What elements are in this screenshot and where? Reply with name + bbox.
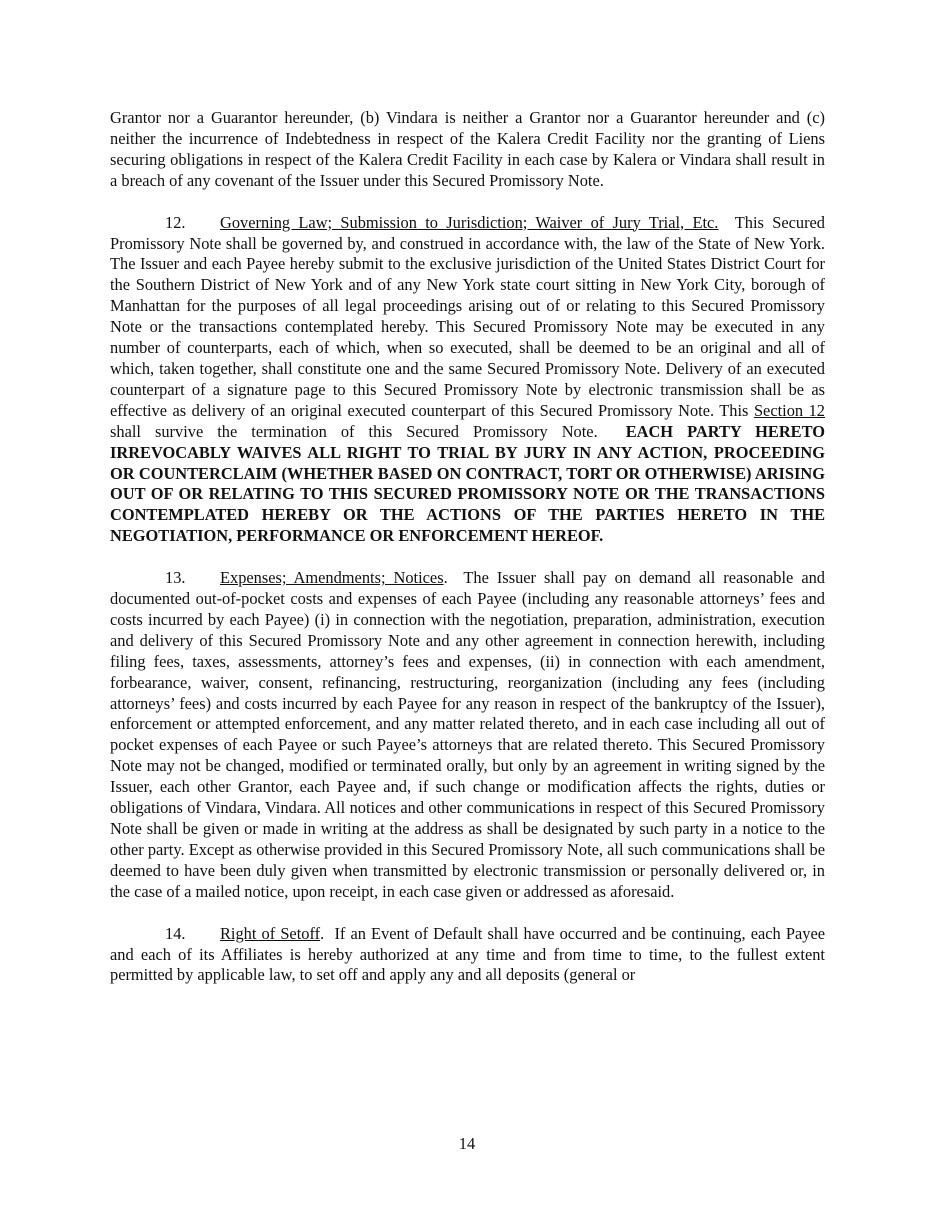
document-page	[110, 108, 825, 986]
continuation-text: Grantor nor a Guarantor hereunder, (b) Vindara is neither a Grantor nor a Guarantor hereunder and (c) neither the incurrence of Indebtedness in respect of the Kalera Credit Facility nor the granting of Liens securing obligations in respect of the Kalera Credit Facility in each case by Kalera or Vindara shall result in a breach of any covenant of the Issuer under this Secured Promissory Note.	[110, 108, 825, 190]
section-14-number: 14.	[165, 923, 186, 943]
section-14-paragraph: 14. Right of Setoff. If an Event of Default shall have occurred and be continuing, each Payee and each of its Affiliates is hereby authorized at any time and from time to time, to the fullest extent permitted by applicable law, to set off and apply any and all deposits (general or	[110, 923, 825, 985]
section-14-heading: Right of Setoff	[220, 923, 321, 943]
section-13-number: 13.	[165, 568, 186, 588]
section-13-heading: Expenses; Amendments; Notices	[220, 568, 444, 588]
continuation-paragraph	[110, 108, 825, 192]
section-12-body-1: This Secured Promissory Note shall be governed by, and construed in accordance with, the law of the State of New York. The Issuer and each Payee hereby submit to the exclusive jurisdiction of the United States District Court for the Southern District of New York and of any New York state court sitting in New York City, borough of Manhattan for the purposes of all legal proceedings arising out of or relating to this Secured Promissory Note or the transactions contemplated hereby. This Secured Promissory Note may be executed in any number of counterparts, each of which, when so executed, shall be deemed to be an original and all of which, taken together, shall constitute one and the same Secured Promissory Note. Delivery of an executed counterpart of a signature page to this Secured Promissory Note by electronic transmission shall be as effective as delivery of an original executed counterpart of this Secured Promissory Note. This	[110, 212, 826, 420]
jury-waiver-text: EACH PARTY HERETO IRREVOCABLY WAIVES ALL RIGHT TO TRIAL BY JURY IN ANY ACTION, PROCEEDING OR COUNTERCLAIM (WHETHER BASED ON CONTRACT, TORT OR OTHERWISE) ARISING OUT OF OR RELATING TO THIS SECURED PROMISSORY NOTE OR THE TRANSACTIONS CONTEMPLATED HEREBY OR THE ACTIONS OF THE PARTIES HERETO IN THE NEGOTIATION, PERFORMANCE OR ENFORCEMENT HEREOF.	[110, 421, 825, 546]
section-12-reference: Section 12	[753, 400, 825, 420]
section-14-body: If an Event of Default shall have occurred and be continuing, each Payee and each of its Affiliates is hereby authorized at any time and from time to time, to the fullest extent permitted by applicable law, to set off and apply any and all deposits (general or	[110, 923, 825, 985]
section-13-paragraph: 13. Expenses; Amendments; Notices. The Issuer shall pay on demand all reasonable and documented out-of-pocket costs and expenses of each Payee (including any reasonable attorneys’ fees and costs incurred by each Payee) (i) in connection with the negotiation, preparation, administration, execution and delivery of this Secured Promissory Note and any other agreement in connection herewith, including filing fees, taxes, assessments, attorney’s fees and expenses, (ii) in connection with each amendment, forbearance, waiver, consent, refinancing, restructuring, reorganization (including any fees (including attorneys’ fees) and costs incurred by each Payee for any reason in respect of the bankruptcy of the Issuer), enforcement or attempted enforcement, and any matter related thereto, and in each case including all out of pocket expenses of each Payee or such Payee’s attorneys that are related thereto. This Secured Promissory Note may not be changed, modified or terminated orally, but only by an agreement in writing signed by the Issuer, each other Grantor, each Payee and, if such change or modification affects the rights, duties or obligations of Vindara, Vindara. All notices and other communications in respect of this Secured Promissory Note shall be given or made in writing at the address as shall be designated by such party in a notice to the other party. Except as otherwise provided in this Secured Promissory Note, all such communications shall be deemed to have been duly given when transmitted by electronic transmission or personally delivered or, in the case of a mailed notice, upon receipt, in each case given or addressed as aforesaid.	[110, 568, 825, 901]
section-12-number: 12.	[165, 212, 186, 232]
section-12-heading: Governing Law; Submission to Jurisdiction; Waiver of Jury Trial, Etc.	[220, 212, 719, 232]
section-12-body-2: shall survive the termination of this Secured Promissory Note.	[110, 421, 598, 441]
page-number: 14	[458, 1134, 476, 1153]
section-12-paragraph	[110, 213, 825, 548]
section-13-body: The Issuer shall pay on demand all reasonable and documented out-of-pocket costs and expenses of each Payee (including any reasonable attorneys’ fees and costs incurred by each Payee) (i) in connection with the negotiation, preparation, administration, execution and delivery of this Secured Promissory Note and any other agreement in connection herewith, including filing fees, taxes, assessments, attorney’s fees and expenses, (ii) in connection with each amendment, forbearance, waiver, consent, refinancing, restructuring, reorganization (including any fees (including attorneys’ fees) and costs incurred by each Payee for any reason in respect of the bankruptcy of the Issuer), enforcement or attempted enforcement, and any matter related thereto, and in each case including all out of pocket expenses of each Payee or such Payee’s attorneys that are related thereto. This Secured Promissory Note may not be changed, modified or terminated orally, but only by an agreement in writing signed by the Issuer, each other Grantor, each Payee and, if such change or modification affects the rights, duties or obligations of Vindara, Vindara. All notices and other communications in respect of this Secured Promissory Note shall be given or made in writing at the address as shall be designated by such party in a notice to the other party. Except as otherwise provided in this Secured Promissory Note, all such communications shall be deemed to have been duly given when transmitted by electronic transmission or personally delivered or, in the case of a mailed notice, upon receipt, in each case given or addressed as aforesaid.	[110, 568, 825, 901]
